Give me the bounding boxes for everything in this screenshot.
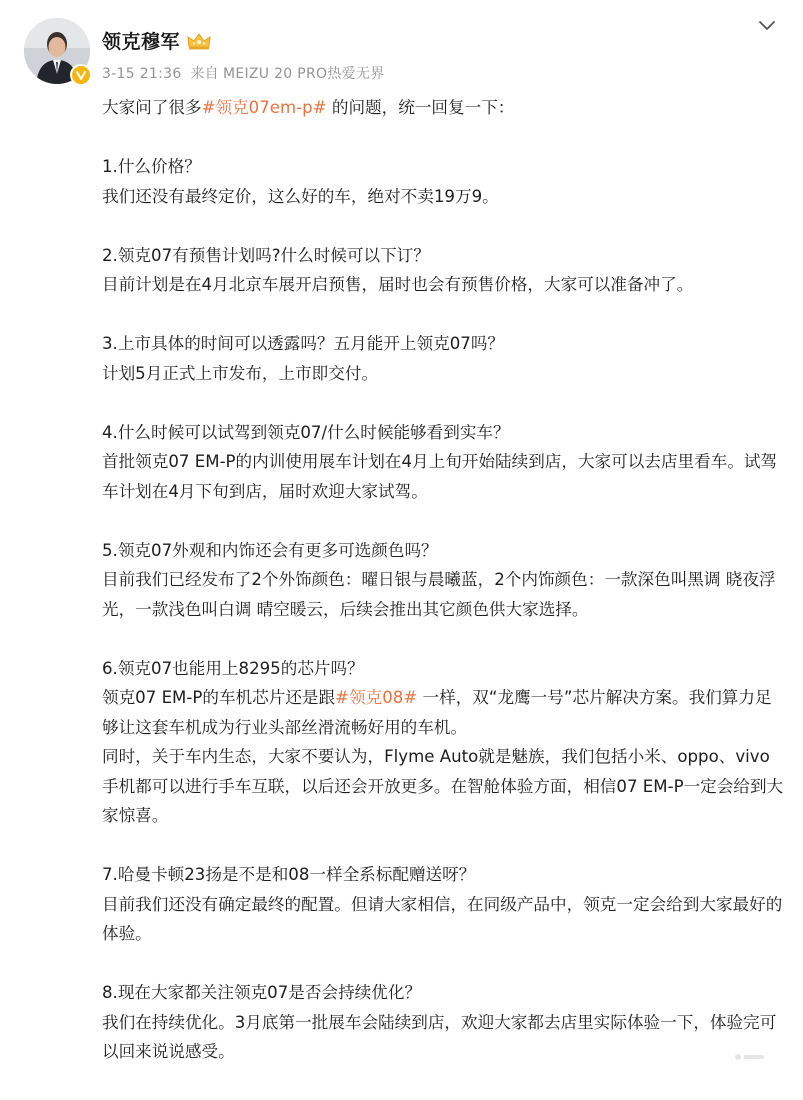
question-3: 3.上市具体的时间可以透露吗？五月能开上领克07吗？ [102,334,505,353]
question-5: 5.领克07外观和内饰还会有更多可选颜色吗？ [102,540,438,560]
crown-icon [186,31,212,51]
answer-5: 目前我们已经发布了2个外饰颜色：曜日银与晨曦蓝，2个内饰颜色：一款深色叫黑调 晓夜浮光，一款浅色叫白调 晴空暖云，后续会推出其它颜色供大家选择。 [102,570,776,619]
hashtag-link[interactable]: #领克08# [335,688,418,707]
author-name[interactable]: 领克穆军 [102,31,181,53]
answer-1: 我们还没有最终定价，这么好的车，绝对不卖19万9。 [102,186,499,206]
question-2: 2.领克07有预售计划吗?什么时候可以下订？ [102,245,430,265]
post-meta [102,63,385,83]
question-4: 4.什么时候可以试驾到领克07/什么时候能够看到实车？ [102,422,510,442]
hashtag-link[interactable]: #领克07em-p# [201,98,327,117]
question-8: 8.现在大家都关注领克07是否会持续优化？ [102,983,422,1002]
answer-3: 计划5月正式上市发布，上市即交付。 [102,363,379,383]
chevron-down-icon[interactable] [757,16,777,36]
answer-2: 目前计划是在4月北京车展开启预售，届时也会有预售价格，大家可以准备冲了。 [102,275,694,294]
question-6: 6.领克07也能用上8295的芯片吗？ [102,658,364,678]
answer-6-part-2: 同时，关于车内生态，大家不要认为，Flyme Auto就是魅族，我们包括小米、oppo、vivo手机都可以进行手车互联，以后还会开放更多。在智舱体验方面，相信07 EM-P一定会给到大家惊喜。 [102,747,784,825]
answer-4: 首批领克07 EM-P的内训使用展车计划在4月上旬开始陆续到店，大家可以去店里看车。试驾车计划在4月下旬到店，届时欢迎大家试驾。 [102,452,778,501]
post-header [0,0,803,100]
answer-6-part-1: 领克07 EM-P的车机芯片还是跟#领克08# 一样，双“龙鹰一号”芯片解决方案。我们算力足够让这套车机成为行业头部丝滑流畅好用的车机。 [102,688,772,737]
post-body [102,93,786,1067]
author-row [102,27,212,54]
avatar[interactable] [24,18,90,84]
watermark-icon [733,1050,767,1064]
post-intro: 大家问了很多#领克07em-p# 的问题，统一回复一下： [102,98,515,117]
source-prefix: 来自 [190,66,219,82]
answer-7: 目前我们还没有确定最终的配置。但请大家相信，在同级产品中，领克一定会给到大家最好的体验。 [102,894,783,943]
verified-badge-icon [70,64,92,86]
post-source[interactable]: MEIZU 20 PRO热爱无界 [222,66,385,82]
answer-8: 我们在持续优化。3月底第一批展车会陆续到店，欢迎大家都去店里实际体验一下，体验完可以回来说说感受。 [102,1012,777,1061]
post-timestamp: 3-15 21:36 [102,66,182,82]
question-1: 1.什么价格？ [102,157,201,176]
question-7: 7.哈曼卡顿23扬是不是和08一样全系标配赠送呀？ [102,865,476,884]
